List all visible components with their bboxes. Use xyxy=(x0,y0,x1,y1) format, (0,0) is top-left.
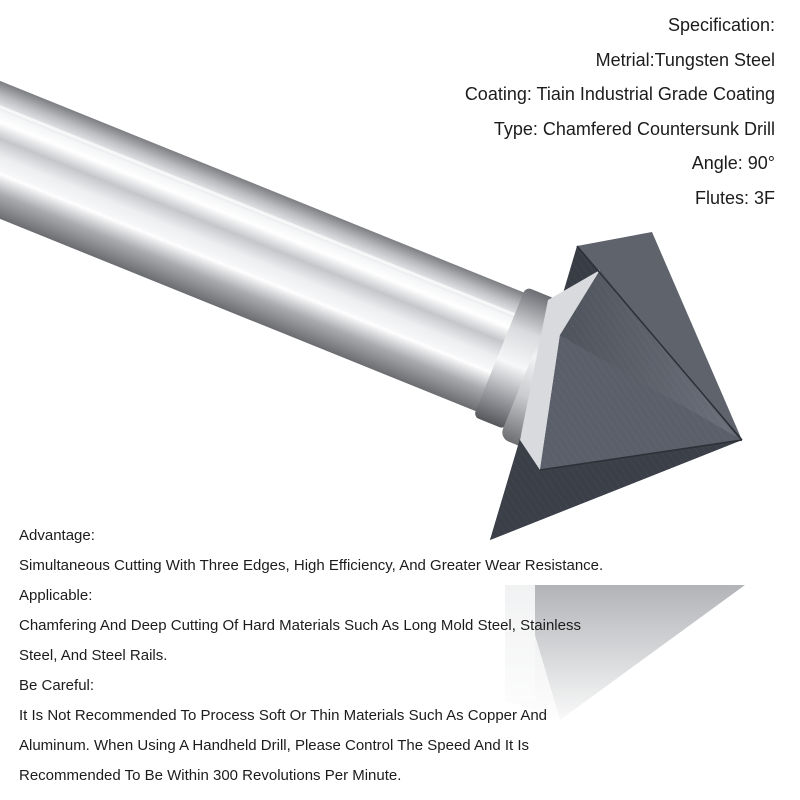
advantage-text: Simultaneous Cutting With Three Edges, High Efficiency, And Greater Wear Resistance. xyxy=(19,557,604,574)
specification-panel xyxy=(215,8,775,215)
spec-material: Metrial:Tungsten Steel xyxy=(595,49,775,70)
spec-coating: Coating: Tiain Industrial Grade Coating xyxy=(464,84,775,104)
spec-angle: Angle: 90° xyxy=(691,153,775,173)
careful-text-line-2: Aluminum. When Using A Handheld Drill, Please Control The Speed And It Is xyxy=(19,737,529,754)
careful-text-line-1: It Is Not Recommended To Process Soft Or Thin Materials Such As Copper And xyxy=(19,707,548,724)
careful-text-line-3: Recommended To Be Within 300 Revolutions Per Minute. xyxy=(19,767,402,784)
spec-type: Type: Chamfered Countersunk Drill xyxy=(493,118,775,139)
careful-heading: Be Careful: xyxy=(19,677,95,694)
applicable-text-line-2: Steel, And Steel Rails. xyxy=(19,647,168,664)
applicable-text-line-1: Chamfering And Deep Cutting Of Hard Materials Such As Long Mold Steel, Stainless xyxy=(19,617,581,634)
details-panel xyxy=(19,521,719,791)
specification-heading: Specification: xyxy=(667,15,775,35)
applicable-heading: Applicable: xyxy=(19,587,93,604)
spec-flutes: Flutes: 3F xyxy=(694,187,775,208)
advantage-heading: Advantage: xyxy=(19,527,95,544)
